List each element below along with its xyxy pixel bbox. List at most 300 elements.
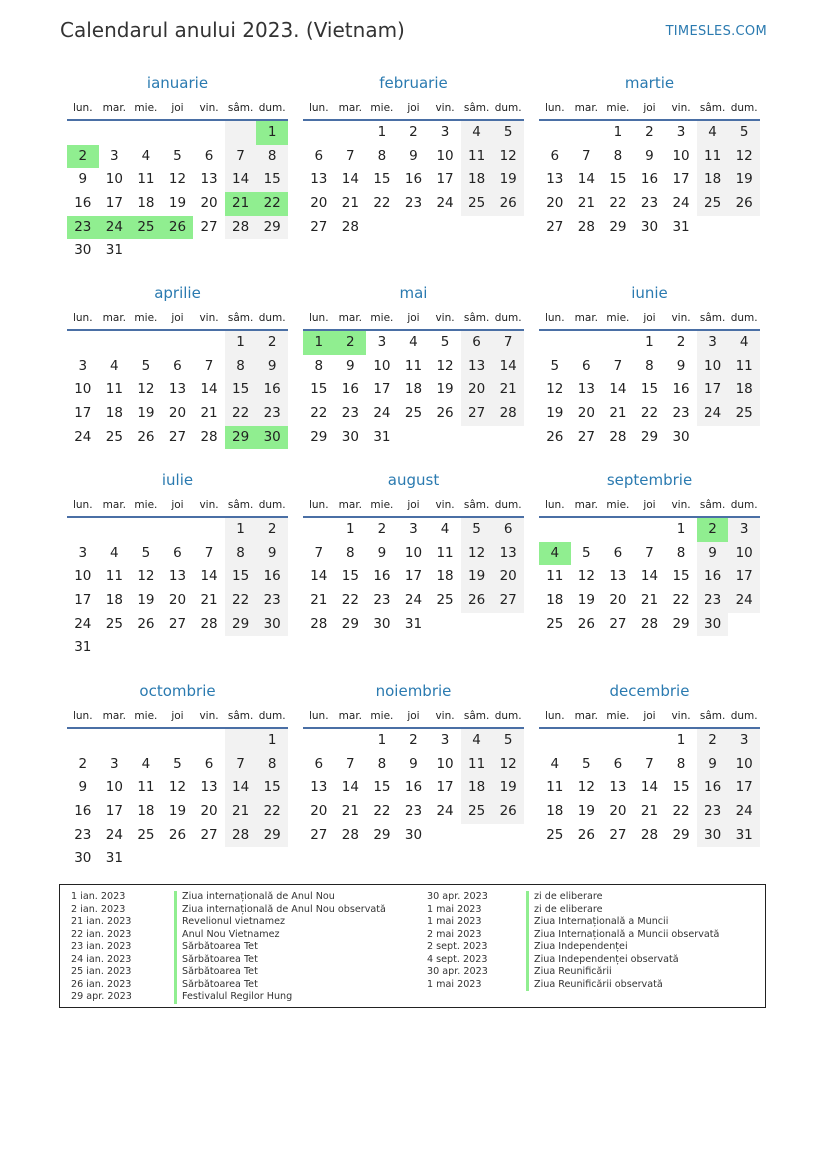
day-cell[interactable]: 30	[256, 426, 288, 450]
day-cell[interactable]: 21	[225, 192, 257, 216]
day-cell[interactable]: 5	[550, 357, 560, 374]
day-cell[interactable]: 9	[645, 147, 654, 164]
day-cell[interactable]: 5	[492, 729, 524, 753]
day-cell[interactable]: 17	[672, 171, 690, 188]
day-cell[interactable]: 30	[697, 613, 729, 637]
day-cell[interactable]: 16	[256, 378, 288, 402]
day-cell[interactable]: 5	[582, 544, 591, 561]
day-cell[interactable]: 7	[204, 357, 214, 374]
day-cell[interactable]: 7	[492, 331, 524, 355]
day-cell[interactable]: 10	[672, 147, 690, 164]
day-cell[interactable]: 30	[640, 218, 659, 235]
day-cell[interactable]: 13	[546, 171, 564, 188]
day-cell[interactable]: 11	[546, 779, 564, 796]
day-cell[interactable]: 7	[645, 544, 654, 561]
day-cell[interactable]: 12	[461, 542, 493, 566]
day-cell[interactable]: 30	[74, 242, 92, 259]
day-cell[interactable]: 10	[404, 544, 423, 561]
day-cell[interactable]: 16	[404, 171, 423, 188]
day-cell[interactable]: 17	[105, 195, 123, 212]
day-cell[interactable]: 26	[168, 826, 187, 843]
day-cell[interactable]: 7	[346, 755, 355, 772]
day-cell[interactable]: 19	[168, 195, 187, 212]
day-cell[interactable]: 4	[110, 357, 119, 374]
day-cell[interactable]: 21	[200, 405, 218, 422]
day-cell[interactable]: 15	[672, 568, 690, 585]
day-cell[interactable]: 2	[335, 331, 367, 355]
day-cell[interactable]: 21	[341, 195, 359, 212]
day-cell[interactable]: 21	[577, 195, 595, 212]
day-cell[interactable]: 25	[461, 192, 493, 216]
day-cell[interactable]: 1	[676, 732, 686, 748]
day-cell[interactable]: 5	[173, 755, 182, 772]
day-cell[interactable]: 12	[137, 568, 155, 585]
day-cell[interactable]: 19	[577, 592, 595, 609]
day-cell[interactable]: 16	[373, 568, 391, 585]
day-cell[interactable]: 3	[728, 518, 760, 542]
day-cell[interactable]: 26	[728, 192, 760, 216]
day-cell[interactable]: 12	[728, 145, 760, 169]
day-cell[interactable]: 31	[105, 850, 123, 867]
day-cell[interactable]: 21	[200, 592, 218, 609]
day-cell[interactable]: 28	[225, 216, 257, 240]
day-cell[interactable]: 6	[613, 755, 623, 772]
day-cell[interactable]: 23	[341, 405, 359, 422]
day-cell[interactable]: 11	[404, 357, 423, 374]
day-cell[interactable]: 18	[461, 776, 493, 800]
day-cell[interactable]: 1	[256, 121, 288, 145]
day-cell[interactable]: 29	[225, 613, 257, 637]
day-cell[interactable]: 7	[613, 357, 623, 374]
day-cell[interactable]: 10	[74, 381, 92, 398]
day-cell[interactable]: 5	[582, 755, 591, 772]
day-cell[interactable]: 21	[225, 800, 257, 824]
day-cell[interactable]: 17	[728, 776, 760, 800]
day-cell[interactable]: 6	[204, 147, 214, 164]
day-cell[interactable]: 12	[168, 171, 187, 188]
day-cell[interactable]: 31	[74, 639, 92, 656]
day-cell[interactable]: 26	[137, 428, 155, 445]
day-cell[interactable]: 15	[373, 779, 391, 796]
day-cell[interactable]: 3	[78, 544, 88, 561]
day-cell[interactable]: 14	[200, 381, 218, 398]
day-cell[interactable]: 1	[225, 518, 257, 542]
day-cell[interactable]: 24	[436, 803, 454, 820]
day-cell[interactable]: 21	[609, 405, 627, 422]
day-cell[interactable]: 14	[609, 381, 627, 398]
day-cell[interactable]: 24	[728, 589, 760, 613]
day-cell[interactable]: 8	[377, 755, 387, 772]
day-cell[interactable]: 14	[577, 171, 595, 188]
day-cell[interactable]: 25	[728, 402, 760, 426]
day-cell[interactable]: 23	[404, 195, 423, 212]
day-cell[interactable]: 4	[728, 331, 760, 355]
day-cell[interactable]: 11	[436, 544, 454, 561]
day-cell[interactable]: 6	[204, 755, 214, 772]
day-cell[interactable]: 31	[105, 242, 123, 259]
day-cell[interactable]: 28	[200, 615, 218, 632]
day-cell[interactable]: 17	[74, 405, 92, 422]
day-cell[interactable]: 13	[168, 568, 187, 585]
day-cell[interactable]: 22	[373, 803, 391, 820]
day-cell[interactable]: 9	[409, 147, 418, 164]
day-cell[interactable]: 20	[461, 378, 493, 402]
day-cell[interactable]: 6	[461, 331, 493, 355]
day-cell[interactable]: 14	[341, 171, 359, 188]
day-cell[interactable]: 16	[404, 779, 423, 796]
day-cell[interactable]: 4	[110, 544, 119, 561]
day-cell[interactable]: 14	[640, 568, 659, 585]
day-cell[interactable]: 3	[440, 124, 450, 140]
day-cell[interactable]: 7	[204, 544, 214, 561]
day-cell[interactable]: 21	[310, 592, 328, 609]
day-cell[interactable]: 27	[168, 428, 187, 445]
day-cell[interactable]: 24	[99, 216, 131, 240]
day-cell[interactable]: 24	[74, 428, 92, 445]
day-cell[interactable]: 16	[256, 565, 288, 589]
day-cell[interactable]: 12	[492, 145, 524, 169]
day-cell[interactable]: 27	[492, 589, 524, 613]
day-cell[interactable]: 19	[728, 168, 760, 192]
day-cell[interactable]: 27	[577, 428, 595, 445]
day-cell[interactable]: 1	[256, 729, 288, 753]
day-cell[interactable]: 1	[225, 331, 257, 355]
day-cell[interactable]: 4	[550, 755, 560, 772]
day-cell[interactable]: 28	[577, 218, 595, 235]
day-cell[interactable]: 23	[256, 589, 288, 613]
day-cell[interactable]: 27	[168, 615, 187, 632]
day-cell[interactable]: 4	[461, 121, 493, 145]
day-cell[interactable]: 30	[373, 615, 391, 632]
day-cell[interactable]: 8	[645, 357, 654, 374]
day-cell[interactable]: 19	[436, 381, 454, 398]
day-cell[interactable]: 5	[141, 357, 151, 374]
day-cell[interactable]: 18	[697, 168, 729, 192]
day-cell[interactable]: 15	[310, 381, 328, 398]
day-cell[interactable]: 18	[137, 195, 155, 212]
day-cell[interactable]: 20	[310, 803, 328, 820]
day-cell[interactable]: 4	[461, 729, 493, 753]
day-cell[interactable]: 24	[373, 405, 391, 422]
day-cell[interactable]: 6	[173, 544, 182, 561]
day-cell[interactable]: 2	[377, 521, 387, 537]
day-cell[interactable]: 11	[105, 568, 123, 585]
day-cell[interactable]: 23	[373, 592, 391, 609]
day-cell[interactable]: 27	[200, 218, 218, 235]
day-cell[interactable]: 28	[341, 218, 359, 235]
day-cell[interactable]: 25	[546, 615, 564, 632]
day-cell[interactable]: 28	[492, 402, 524, 426]
day-cell[interactable]: 24	[697, 402, 729, 426]
day-cell[interactable]: 16	[697, 776, 729, 800]
day-cell[interactable]: 15	[609, 171, 627, 188]
day-cell[interactable]: 11	[461, 145, 493, 169]
day-cell[interactable]: 26	[546, 428, 564, 445]
day-cell[interactable]: 13	[577, 381, 595, 398]
day-cell[interactable]: 24	[404, 592, 423, 609]
day-cell[interactable]: 13	[461, 355, 493, 379]
day-cell[interactable]: 17	[728, 565, 760, 589]
day-cell[interactable]: 16	[74, 195, 92, 212]
day-cell[interactable]: 22	[373, 195, 391, 212]
day-cell[interactable]: 27	[609, 615, 627, 632]
day-cell[interactable]: 17	[74, 592, 92, 609]
day-cell[interactable]: 26	[492, 800, 524, 824]
day-cell[interactable]: 4	[141, 147, 151, 164]
day-cell[interactable]: 5	[440, 334, 450, 350]
day-cell[interactable]: 10	[728, 753, 760, 777]
day-cell[interactable]: 22	[310, 405, 328, 422]
day-cell[interactable]: 19	[546, 405, 564, 422]
day-cell[interactable]: 19	[137, 405, 155, 422]
day-cell[interactable]: 23	[697, 589, 729, 613]
day-cell[interactable]: 5	[492, 121, 524, 145]
day-cell[interactable]: 8	[256, 145, 288, 169]
day-cell[interactable]: 26	[162, 216, 194, 240]
day-cell[interactable]: 12	[546, 381, 564, 398]
day-cell[interactable]: 12	[137, 381, 155, 398]
day-cell[interactable]: 8	[613, 147, 623, 164]
day-cell[interactable]: 5	[461, 518, 493, 542]
day-cell[interactable]: 27	[461, 402, 493, 426]
day-cell[interactable]: 25	[404, 405, 423, 422]
day-cell[interactable]: 4	[409, 334, 418, 350]
day-cell[interactable]: 11	[728, 355, 760, 379]
day-cell[interactable]: 9	[346, 357, 355, 374]
day-cell[interactable]: 10	[373, 357, 391, 374]
day-cell[interactable]: 9	[697, 753, 729, 777]
day-cell[interactable]: 31	[672, 218, 690, 235]
day-cell[interactable]: 13	[609, 779, 627, 796]
day-cell[interactable]: 2	[697, 518, 729, 542]
day-cell[interactable]: 3	[110, 755, 119, 772]
day-cell[interactable]: 18	[436, 568, 454, 585]
day-cell[interactable]: 20	[310, 195, 328, 212]
day-cell[interactable]: 10	[436, 147, 454, 164]
day-cell[interactable]: 22	[672, 592, 690, 609]
day-cell[interactable]: 20	[168, 592, 187, 609]
day-cell[interactable]: 1	[645, 334, 654, 350]
day-cell[interactable]: 14	[225, 168, 257, 192]
day-cell[interactable]: 1	[346, 521, 355, 537]
day-cell[interactable]: 2	[409, 124, 418, 140]
day-cell[interactable]: 23	[67, 216, 99, 240]
day-cell[interactable]: 29	[256, 216, 288, 240]
day-cell[interactable]: 25	[697, 192, 729, 216]
day-cell[interactable]: 15	[256, 168, 288, 192]
day-cell[interactable]: 17	[404, 568, 423, 585]
day-cell[interactable]: 12	[168, 779, 187, 796]
day-cell[interactable]: 23	[697, 800, 729, 824]
day-cell[interactable]: 29	[609, 218, 627, 235]
day-cell[interactable]: 26	[577, 826, 595, 843]
day-cell[interactable]: 4	[141, 755, 151, 772]
day-cell[interactable]: 10	[105, 171, 123, 188]
day-cell[interactable]: 10	[728, 542, 760, 566]
day-cell[interactable]: 3	[409, 521, 418, 537]
day-cell[interactable]: 4	[539, 542, 571, 566]
day-cell[interactable]: 13	[168, 381, 187, 398]
day-cell[interactable]: 22	[672, 803, 690, 820]
day-cell[interactable]: 31	[728, 824, 760, 848]
day-cell[interactable]: 6	[613, 544, 623, 561]
day-cell[interactable]: 5	[141, 544, 151, 561]
day-cell[interactable]: 16	[640, 171, 659, 188]
day-cell[interactable]: 13	[492, 542, 524, 566]
day-cell[interactable]: 8	[314, 357, 324, 374]
day-cell[interactable]: 4	[697, 121, 729, 145]
day-cell[interactable]: 18	[461, 168, 493, 192]
day-cell[interactable]: 1	[676, 521, 686, 537]
day-cell[interactable]: 26	[492, 192, 524, 216]
day-cell[interactable]: 29	[256, 824, 288, 848]
day-cell[interactable]: 26	[577, 615, 595, 632]
day-cell[interactable]: 31	[404, 615, 423, 632]
day-cell[interactable]: 28	[341, 826, 359, 843]
day-cell[interactable]: 28	[225, 824, 257, 848]
day-cell[interactable]: 22	[609, 195, 627, 212]
day-cell[interactable]: 30	[404, 826, 423, 843]
day-cell[interactable]: 3	[110, 147, 119, 164]
day-cell[interactable]: 1	[377, 732, 387, 748]
day-cell[interactable]: 6	[492, 518, 524, 542]
day-cell[interactable]: 14	[200, 568, 218, 585]
day-cell[interactable]: 26	[436, 405, 454, 422]
day-cell[interactable]: 14	[640, 779, 659, 796]
day-cell[interactable]: 21	[341, 803, 359, 820]
day-cell[interactable]: 20	[609, 592, 627, 609]
day-cell[interactable]: 11	[137, 171, 155, 188]
day-cell[interactable]: 28	[200, 428, 218, 445]
day-cell[interactable]: 20	[577, 405, 595, 422]
day-cell[interactable]: 1	[377, 124, 387, 140]
day-cell[interactable]: 2	[67, 145, 99, 169]
day-cell[interactable]: 19	[461, 565, 493, 589]
day-cell[interactable]: 13	[310, 779, 328, 796]
day-cell[interactable]: 13	[200, 779, 218, 796]
day-cell[interactable]: 11	[461, 753, 493, 777]
day-cell[interactable]: 9	[256, 355, 288, 379]
day-cell[interactable]: 7	[582, 147, 591, 164]
day-cell[interactable]: 2	[78, 755, 88, 772]
day-cell[interactable]: 30	[74, 850, 92, 867]
day-cell[interactable]: 9	[78, 171, 88, 188]
day-cell[interactable]: 3	[377, 334, 387, 350]
day-cell[interactable]: 28	[310, 615, 328, 632]
day-cell[interactable]: 27	[200, 826, 218, 843]
day-cell[interactable]: 15	[640, 381, 659, 398]
day-cell[interactable]: 3	[676, 124, 686, 140]
day-cell[interactable]: 24	[105, 826, 123, 843]
day-cell[interactable]: 15	[225, 565, 257, 589]
day-cell[interactable]: 12	[492, 753, 524, 777]
day-cell[interactable]: 29	[341, 615, 359, 632]
day-cell[interactable]: 9	[409, 755, 418, 772]
day-cell[interactable]: 2	[697, 729, 729, 753]
day-cell[interactable]: 29	[310, 428, 328, 445]
day-cell[interactable]: 2	[256, 518, 288, 542]
day-cell[interactable]: 31	[373, 428, 391, 445]
day-cell[interactable]: 19	[577, 803, 595, 820]
day-cell[interactable]: 26	[137, 615, 155, 632]
day-cell[interactable]: 12	[577, 779, 595, 796]
day-cell[interactable]: 16	[74, 803, 92, 820]
day-cell[interactable]: 6	[314, 755, 324, 772]
day-cell[interactable]: 7	[645, 755, 654, 772]
day-cell[interactable]: 16	[672, 381, 690, 398]
day-cell[interactable]: 11	[105, 381, 123, 398]
day-cell[interactable]: 27	[609, 826, 627, 843]
brand-link[interactable]: TIMESLES.COM	[665, 24, 767, 39]
day-cell[interactable]: 29	[640, 428, 659, 445]
day-cell[interactable]: 18	[546, 803, 564, 820]
day-cell[interactable]: 9	[78, 779, 88, 796]
day-cell[interactable]: 19	[492, 776, 524, 800]
day-cell[interactable]: 9	[377, 544, 387, 561]
day-cell[interactable]: 2	[409, 732, 418, 748]
day-cell[interactable]: 1	[613, 124, 623, 140]
day-cell[interactable]: 7	[225, 753, 257, 777]
day-cell[interactable]: 7	[314, 544, 324, 561]
day-cell[interactable]: 8	[377, 147, 387, 164]
day-cell[interactable]: 14	[310, 568, 328, 585]
day-cell[interactable]: 30	[341, 428, 359, 445]
day-cell[interactable]: 22	[225, 589, 257, 613]
day-cell[interactable]: 5	[728, 121, 760, 145]
day-cell[interactable]: 23	[256, 402, 288, 426]
day-cell[interactable]: 18	[105, 592, 123, 609]
day-cell[interactable]: 27	[546, 218, 564, 235]
day-cell[interactable]: 3	[78, 357, 88, 374]
day-cell[interactable]: 25	[137, 826, 155, 843]
day-cell[interactable]: 9	[256, 542, 288, 566]
day-cell[interactable]: 15	[341, 568, 359, 585]
day-cell[interactable]: 8	[676, 544, 686, 561]
day-cell[interactable]: 15	[373, 171, 391, 188]
day-cell[interactable]: 25	[436, 592, 454, 609]
day-cell[interactable]: 10	[697, 355, 729, 379]
day-cell[interactable]: 25	[461, 800, 493, 824]
day-cell[interactable]: 12	[577, 568, 595, 585]
day-cell[interactable]: 19	[137, 592, 155, 609]
day-cell[interactable]: 17	[105, 803, 123, 820]
day-cell[interactable]: 9	[676, 357, 686, 374]
day-cell[interactable]: 13	[310, 171, 328, 188]
day-cell[interactable]: 18	[105, 405, 123, 422]
day-cell[interactable]: 11	[697, 145, 729, 169]
day-cell[interactable]: 24	[728, 800, 760, 824]
day-cell[interactable]: 20	[492, 565, 524, 589]
day-cell[interactable]: 8	[225, 355, 257, 379]
day-cell[interactable]: 29	[672, 615, 690, 632]
day-cell[interactable]: 28	[640, 826, 659, 843]
day-cell[interactable]: 8	[256, 753, 288, 777]
day-cell[interactable]: 22	[341, 592, 359, 609]
day-cell[interactable]: 13	[200, 171, 218, 188]
day-cell[interactable]: 25	[130, 216, 162, 240]
day-cell[interactable]: 17	[373, 381, 391, 398]
day-cell[interactable]: 15	[672, 779, 690, 796]
day-cell[interactable]: 14	[492, 355, 524, 379]
day-cell[interactable]: 23	[74, 826, 92, 843]
day-cell[interactable]: 30	[672, 428, 690, 445]
day-cell[interactable]: 23	[672, 405, 690, 422]
day-cell[interactable]: 29	[225, 426, 257, 450]
day-cell[interactable]: 28	[609, 428, 627, 445]
day-cell[interactable]: 6	[314, 147, 324, 164]
day-cell[interactable]: 7	[225, 145, 257, 169]
day-cell[interactable]: 20	[200, 195, 218, 212]
